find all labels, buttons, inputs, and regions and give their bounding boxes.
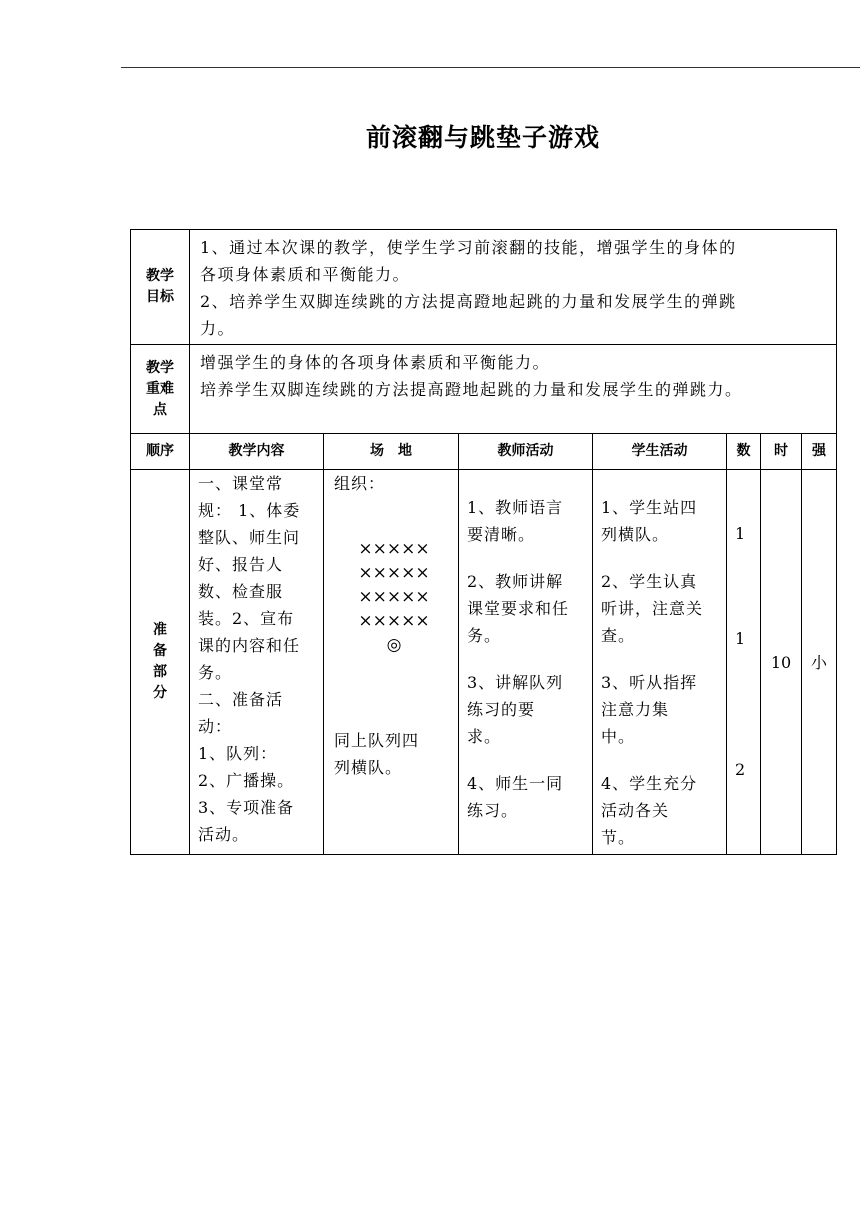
header-count: 数 — [727, 434, 761, 470]
key-points-text: 增强学生的身体的各项身体素质和平衡能力。 培养学生双脚连续跳的方法提高蹬地起跳的力量和发展学生的弹跳力。 — [190, 345, 837, 434]
formation-row: ××××× — [358, 611, 430, 631]
venue-note: 同上队列四 — [334, 731, 420, 750]
header-intensity: 强 — [802, 434, 837, 470]
lesson-plan-table — [130, 229, 837, 855]
content-cell: 一、课堂常 规： 1、体委 整队、师生问 好、报告人 数、检查服 装。2、宣布 课的内容和任 务。 二、准备活 动： 1、队列： 2、广播操。 3、专项准备 活动。 — [190, 470, 324, 855]
venue-note: 列横队。 — [334, 758, 403, 777]
preparation-row — [131, 470, 837, 855]
objectives-text: 1、通过本次课的教学，使学生学习前滚翻的技能，增强学生的身体的 各项身体素质和平衡能力。 2、培养学生双脚连续跳的方法提高蹬地起跳的力量和发展学生的弹跳 力。 — [190, 230, 837, 345]
venue-cell — [324, 470, 459, 855]
student-activity-cell: 1、学生站四 列横队。 2、学生认真 听讲，注意关 查。 3、听从指挥 注意力集 中。 4、学生充分 活动各关 节。 — [593, 470, 727, 855]
formation-row: ××××× — [358, 587, 430, 607]
header-student: 学生活动 — [593, 434, 727, 470]
formation-diagram — [334, 537, 454, 657]
header-teacher: 教师活动 — [459, 434, 593, 470]
key-points-row — [131, 345, 837, 434]
venue-label: 组织： — [334, 474, 386, 493]
time-cell: 10 — [761, 470, 802, 855]
header-rule — [121, 67, 860, 68]
header-content: 教学内容 — [190, 434, 324, 470]
objectives-label: 教学目标 — [131, 230, 190, 345]
teacher-position-symbol: ◎ — [386, 635, 402, 655]
document-title: 前滚翻与跳垫子游戏 — [365, 123, 600, 152]
key-points-label: 教学重难点 — [131, 345, 190, 434]
teacher-activity-cell: 1、教师语言 要清晰。 2、教师讲解 课堂要求和任 务。 3、讲解队列 练习的要 求。 4、师生一同 练习。 — [459, 470, 593, 855]
formation-row: ××××× — [358, 563, 430, 583]
objectives-row — [131, 230, 837, 345]
intensity-cell: 小 — [802, 470, 837, 855]
count-cell: 1 1 2 — [727, 470, 761, 855]
header-order: 顺序 — [131, 434, 190, 470]
header-time: 时 — [761, 434, 802, 470]
header-venue: 场 地 — [324, 434, 459, 470]
column-header-row — [131, 434, 837, 470]
section-label: 准备部分 — [131, 470, 190, 855]
formation-row: ××××× — [358, 539, 430, 559]
